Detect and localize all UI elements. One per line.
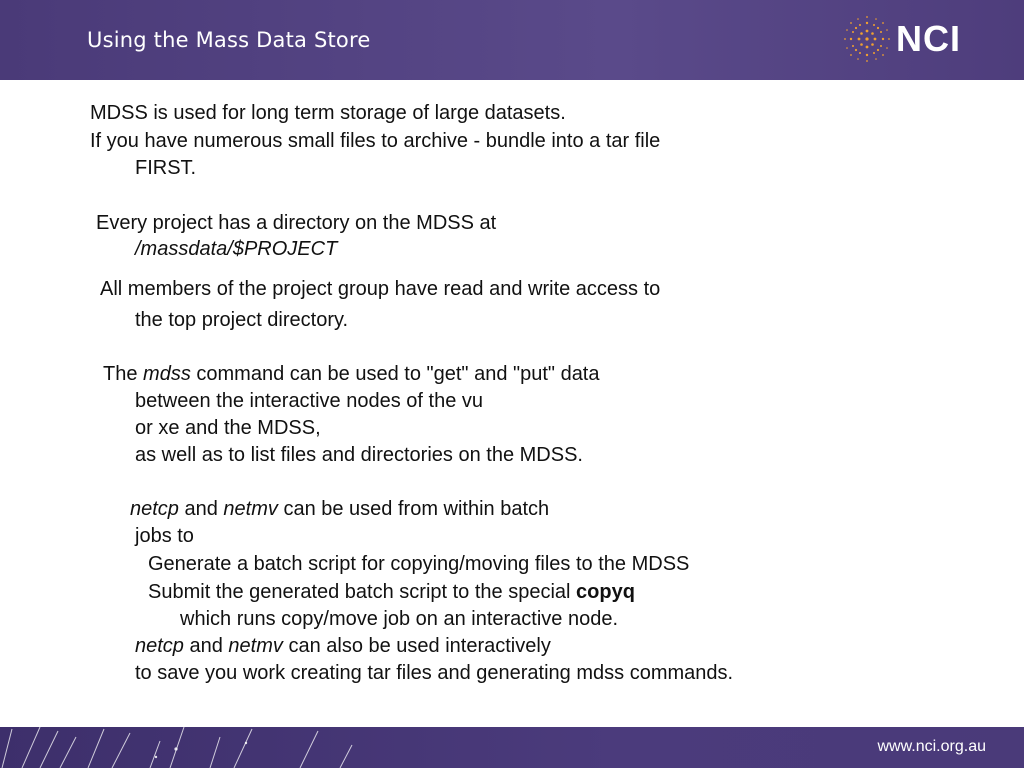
text-line: or xe and the MDSS, [135,417,321,439]
slide-title: Using the Mass Data Store [87,28,371,52]
text-line [103,363,600,386]
text-line: Every project has a directory on the MDSS at [96,212,497,234]
text-line: jobs to [135,525,194,547]
text-segment: command can be used to "get" and "put" data [190,363,600,385]
text-line: between the interactive nodes of the vu [135,390,484,412]
text-line: the top project directory. [135,309,349,331]
text-segment: can be used from within batch [277,498,550,520]
logo-text: NCI [896,18,961,59]
command-name: netcp [130,498,179,520]
text-line: Generate a batch script for copying/moving files to the MDSS [148,553,690,575]
text-segment: and [183,635,229,657]
command-name: netmv [223,498,278,520]
text-line [130,498,549,521]
queue-name: copyq [576,581,635,603]
command-name: mdss [143,363,191,385]
text-line: All members of the project group have read and write access to [100,278,661,300]
text-line: as well as to list files and directories on the MDSS. [135,444,583,466]
command-name: netcp [135,635,184,657]
text-line: FIRST. [135,157,197,179]
text-line [135,635,551,658]
text-line: MDSS is used for long term storage of large datasets. [90,102,566,124]
decorative-lines [0,727,420,768]
text-line [148,581,635,604]
text-segment: Submit the generated batch script to the special [148,581,577,603]
text-segment: can also be used interactively [282,635,551,657]
text-line: If you have numerous small files to archive - bundle into a tar file [90,130,661,152]
text-segment: The [103,363,144,385]
command-name: netmv [228,635,283,657]
website-url: www.nci.org.au [877,738,986,755]
slide-footer [0,727,1024,768]
text-line: which runs copy/move job on an interactive node. [180,608,619,630]
path-text: /massdata/$PROJECT [135,238,338,260]
text-segment: and [178,498,224,520]
text-line: to save you work creating tar files and generating mdss commands. [135,662,734,684]
